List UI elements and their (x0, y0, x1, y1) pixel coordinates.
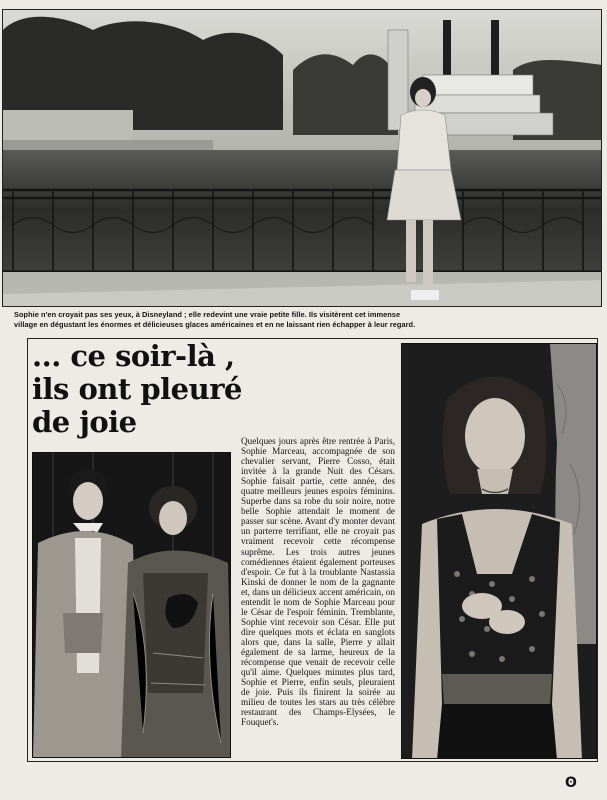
top-caption-line-2: village en dégustant les énormes et délicieuses glaces américaines et en ne laissant rien échapper à leur regard. (14, 320, 416, 329)
headline-line-3: de joie (32, 405, 137, 439)
disneyland-photo (2, 9, 602, 307)
couple-photo (32, 452, 231, 758)
portrait-photo (401, 343, 597, 759)
headline-line-1: ... ce soir-là , (32, 339, 235, 373)
headline-line-2: ils ont pleuré (32, 372, 242, 406)
page-number-mark: ʘ (565, 775, 577, 791)
article-headline (32, 340, 302, 439)
portrait-photo-illustration (402, 344, 597, 759)
article-body: Quelques jours après être rentrée à Paris, Sophie Marceau, accompagnée de son chevalier servant, Pierre Cosso, était invitée à la grande Nuit des Césars. Sophie faisait partie, cette année, des quatre meilleurs jeunes espoirs féminins. Superbe dans sa robe du soir noire, notre belle Sophie attendait le moment de passer sur scène. Avant d'y monter devant un parterre terrifiant, elle ne croyait pas vraiment recevoir cette récompense suprême. Les trois autres jeunes comédiennes étaient également porteuses d'espoir. Ce fut à la troublante Nastassia Kinski de donner le nom de la gagnante et, dans un délicieux accent américain, on entendit le nom de Sophie Marceau pour le César de l'espoir féminin. Tremblante, Sophie vint recevoir son César. Elle put dire quelques mots et éclata en sanglots alors que, dans la salle, Pierre y allait également de sa larme, heureux de la récompense que venait de recevoir celle qu'il aime. Quelques minutes plus tard, Sophie et Pierre, enfin seuls, pleuraient de joie. Puis ils finirent la soirée au milieu de toutes les stars au très célèbre restaurant des Champs-Elysées, le Fouquet's. (241, 436, 395, 728)
disneyland-photo-illustration (3, 10, 602, 307)
top-caption-line-1: Sophie n'en croyait pas ses yeux, à Disneyland ; elle redevint une vraie petite fille. Ils visitèrent cet immense (14, 310, 401, 319)
top-photo-caption (14, 310, 594, 330)
couple-photo-illustration (33, 453, 231, 758)
